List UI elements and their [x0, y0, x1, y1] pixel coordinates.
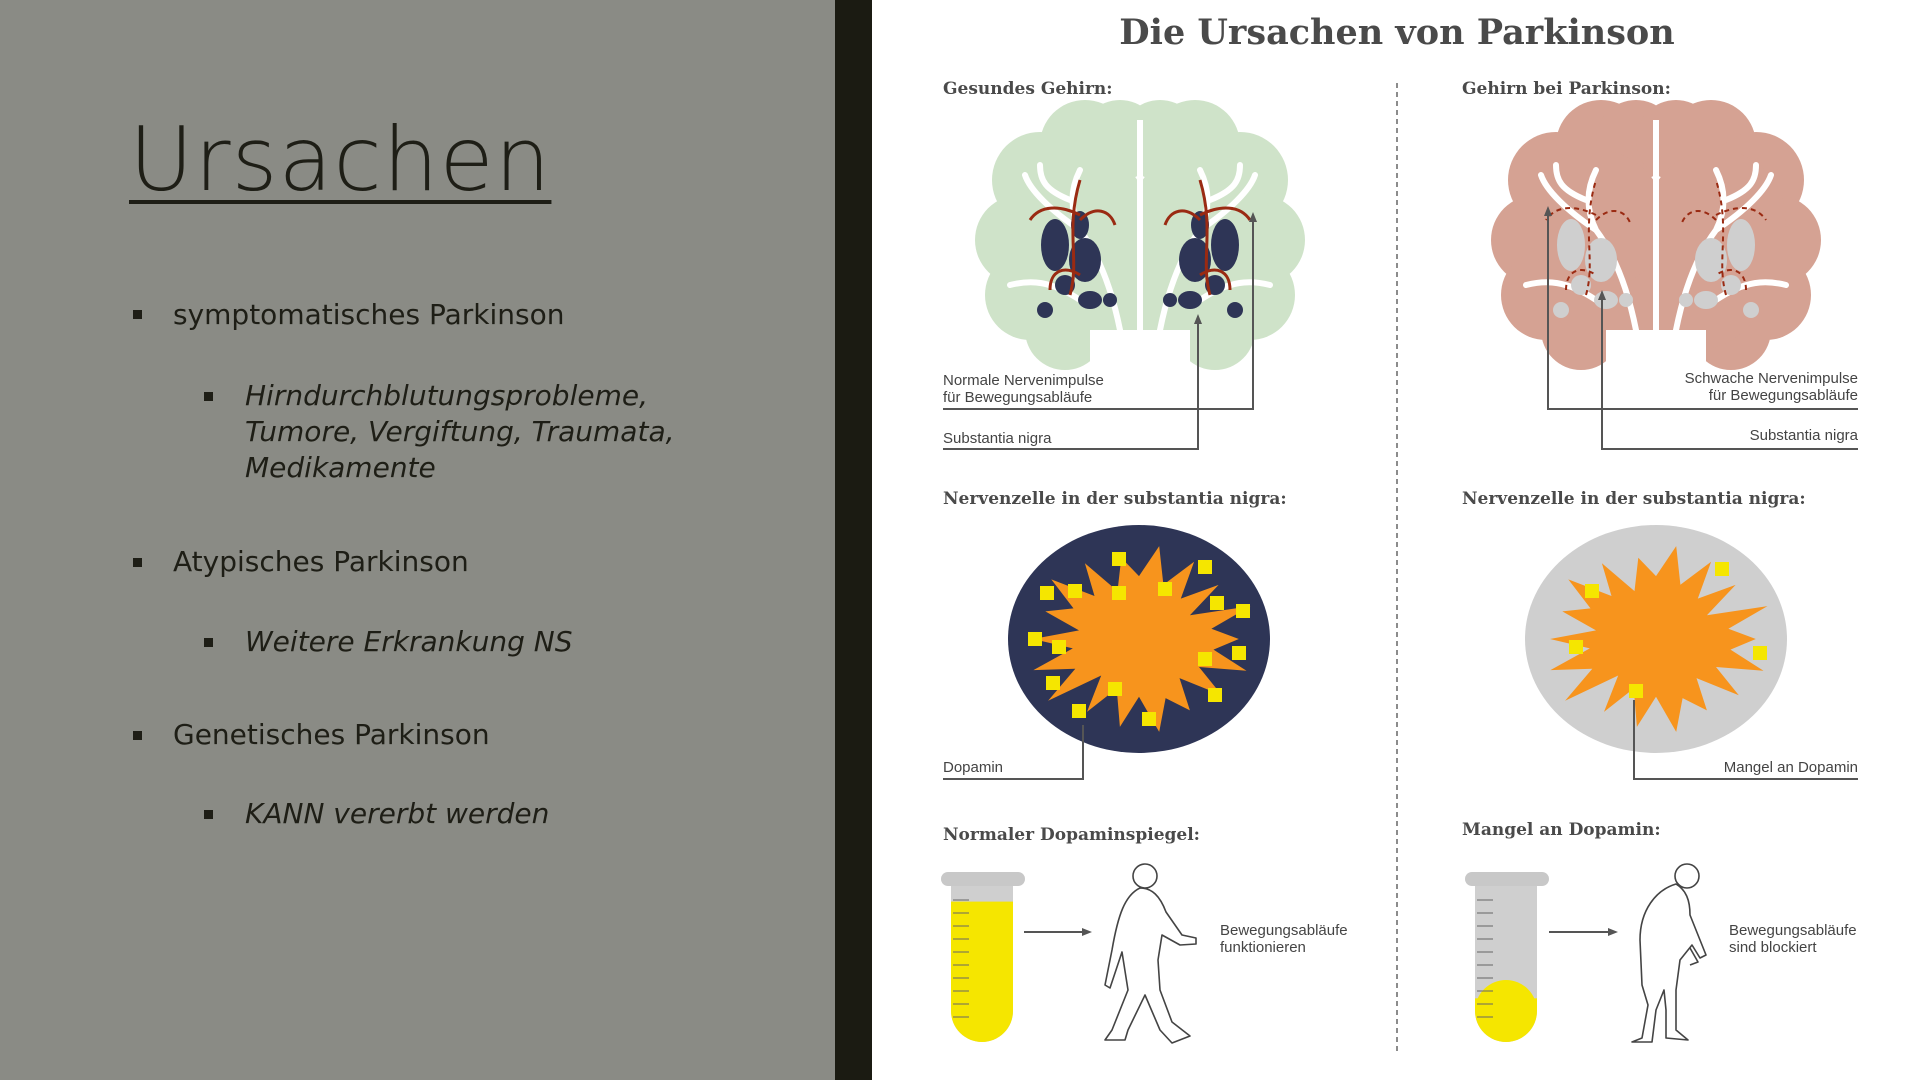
- arrow-right-icon: [1082, 928, 1092, 936]
- bullet-symptomatic: symptomatisches Parkinson: [173, 298, 565, 331]
- healthy-heading: Gesundes Gehirn:: [943, 79, 1113, 99]
- dopamine-square: [1112, 586, 1126, 600]
- impulse-label: Schwache Nervenimpulse: [1684, 370, 1858, 387]
- nigra-label: Substantia nigra: [1749, 427, 1858, 444]
- parkinson-neuron-illustration: [1525, 525, 1787, 753]
- level-heading: Normaler Dopaminspiegel:: [943, 825, 1200, 845]
- dopamine-square: [1232, 646, 1246, 660]
- dopamine-square: [1208, 688, 1222, 702]
- movement-label: Bewegungsabläufe: [1729, 922, 1857, 939]
- parkinson-heading: Gehirn bei Parkinson:: [1462, 79, 1671, 99]
- basal-ganglia-blob: [1078, 291, 1102, 309]
- basal-ganglia-blob: [1619, 293, 1633, 307]
- stooped-person-icon: [1632, 864, 1706, 1042]
- infographic-title: Die Ursachen von Parkinson: [1119, 12, 1675, 53]
- dopamine-square: [1068, 584, 1082, 598]
- bullet-genetic: Genetisches Parkinson: [173, 718, 490, 751]
- dopamine-square: [1629, 684, 1643, 698]
- movement-label: Bewegungsabläufe: [1220, 922, 1348, 939]
- deficit-dopamine-tube: [1465, 872, 1549, 1042]
- impulse-label: Normale Nervenimpulse: [943, 372, 1104, 389]
- walking-person-icon: [1105, 864, 1196, 1043]
- basal-ganglia-blob: [1163, 293, 1177, 307]
- dopamine-square: [1569, 640, 1583, 654]
- dopamine-square: [1108, 682, 1122, 696]
- dopamine-square: [1046, 676, 1060, 690]
- basal-ganglia-blob: [1553, 302, 1569, 318]
- cell-heading: Nervenzelle in der substantia nigra:: [1462, 489, 1806, 509]
- basal-ganglia-blob: [1679, 293, 1693, 307]
- sub-bullet-atypical: Weitere Erkrankung NS: [245, 625, 573, 658]
- sub-line: Tumore, Vergiftung, Traumata,: [245, 415, 675, 448]
- basal-ganglia-blob: [1211, 219, 1239, 271]
- dopamine-square: [1585, 584, 1599, 598]
- basal-ganglia-blob: [1227, 302, 1243, 318]
- brain-stem-gap: [1606, 330, 1706, 370]
- basal-ganglia-blob: [1178, 291, 1202, 309]
- dopamine-square: [1112, 552, 1126, 566]
- impulse-label: für Bewegungsabläufe: [1708, 387, 1858, 404]
- sub-text: vererbt werden: [324, 797, 550, 830]
- basal-ganglia-blob: [1041, 219, 1069, 271]
- level-heading: Mangel an Dopamin:: [1462, 820, 1661, 840]
- healthy-neuron-illustration: [1008, 525, 1270, 753]
- basal-ganglia-blob: [1743, 302, 1759, 318]
- healthy-brain-illustration: [975, 100, 1305, 370]
- tube-cap: [1465, 872, 1549, 886]
- dopamine-square: [1198, 652, 1212, 666]
- dopamine-fill-bottom: [1475, 980, 1537, 1042]
- tube-cap: [941, 872, 1025, 886]
- bullet-atypical: Atypisches Parkinson: [173, 545, 469, 578]
- nigra-label: Substantia nigra: [943, 430, 1052, 447]
- impulse-label: für Bewegungsabläufe: [943, 389, 1093, 406]
- basal-ganglia-blob: [1037, 302, 1053, 318]
- basal-ganglia-blob: [1694, 291, 1718, 309]
- dopamine-square: [1028, 632, 1042, 646]
- movement-label: funktionieren: [1220, 939, 1306, 956]
- dopamine-label: Dopamin: [943, 759, 1004, 776]
- dopamine-square: [1198, 560, 1212, 574]
- movement-label: sind blockiert: [1729, 939, 1817, 956]
- brain-stem-gap: [1090, 330, 1190, 370]
- sub-line: Hirndurchblutungsprobleme,: [245, 379, 648, 412]
- dopamine-square: [1158, 582, 1172, 596]
- dopamine-square: [1753, 646, 1767, 660]
- dopamine-square: [1040, 586, 1054, 600]
- cell-heading: Nervenzelle in der substantia nigra:: [943, 489, 1287, 509]
- dopamine-deficit-label: Mangel an Dopamin: [1723, 759, 1858, 776]
- dopamine-square: [1715, 562, 1729, 576]
- arrow-right-icon: [1608, 928, 1618, 936]
- emphasis: KANN: [245, 797, 325, 830]
- basal-ganglia-blob: [1727, 219, 1755, 271]
- dopamine-fill-bottom: [951, 980, 1013, 1042]
- dopamine-square: [1210, 596, 1224, 610]
- dopamine-square: [1052, 640, 1066, 654]
- dopamine-square: [1142, 712, 1156, 726]
- dopamine-square: [1236, 604, 1250, 618]
- sub-line: Medikamente: [245, 451, 436, 484]
- basal-ganglia-blob: [1557, 219, 1585, 271]
- dopamine-square: [1072, 704, 1086, 718]
- parkinson-brain-illustration: [1491, 100, 1821, 370]
- basal-ganglia-blob: [1103, 293, 1117, 307]
- slide-title: Ursachen: [129, 108, 552, 211]
- healthy-dopamine-tube: [941, 872, 1025, 1042]
